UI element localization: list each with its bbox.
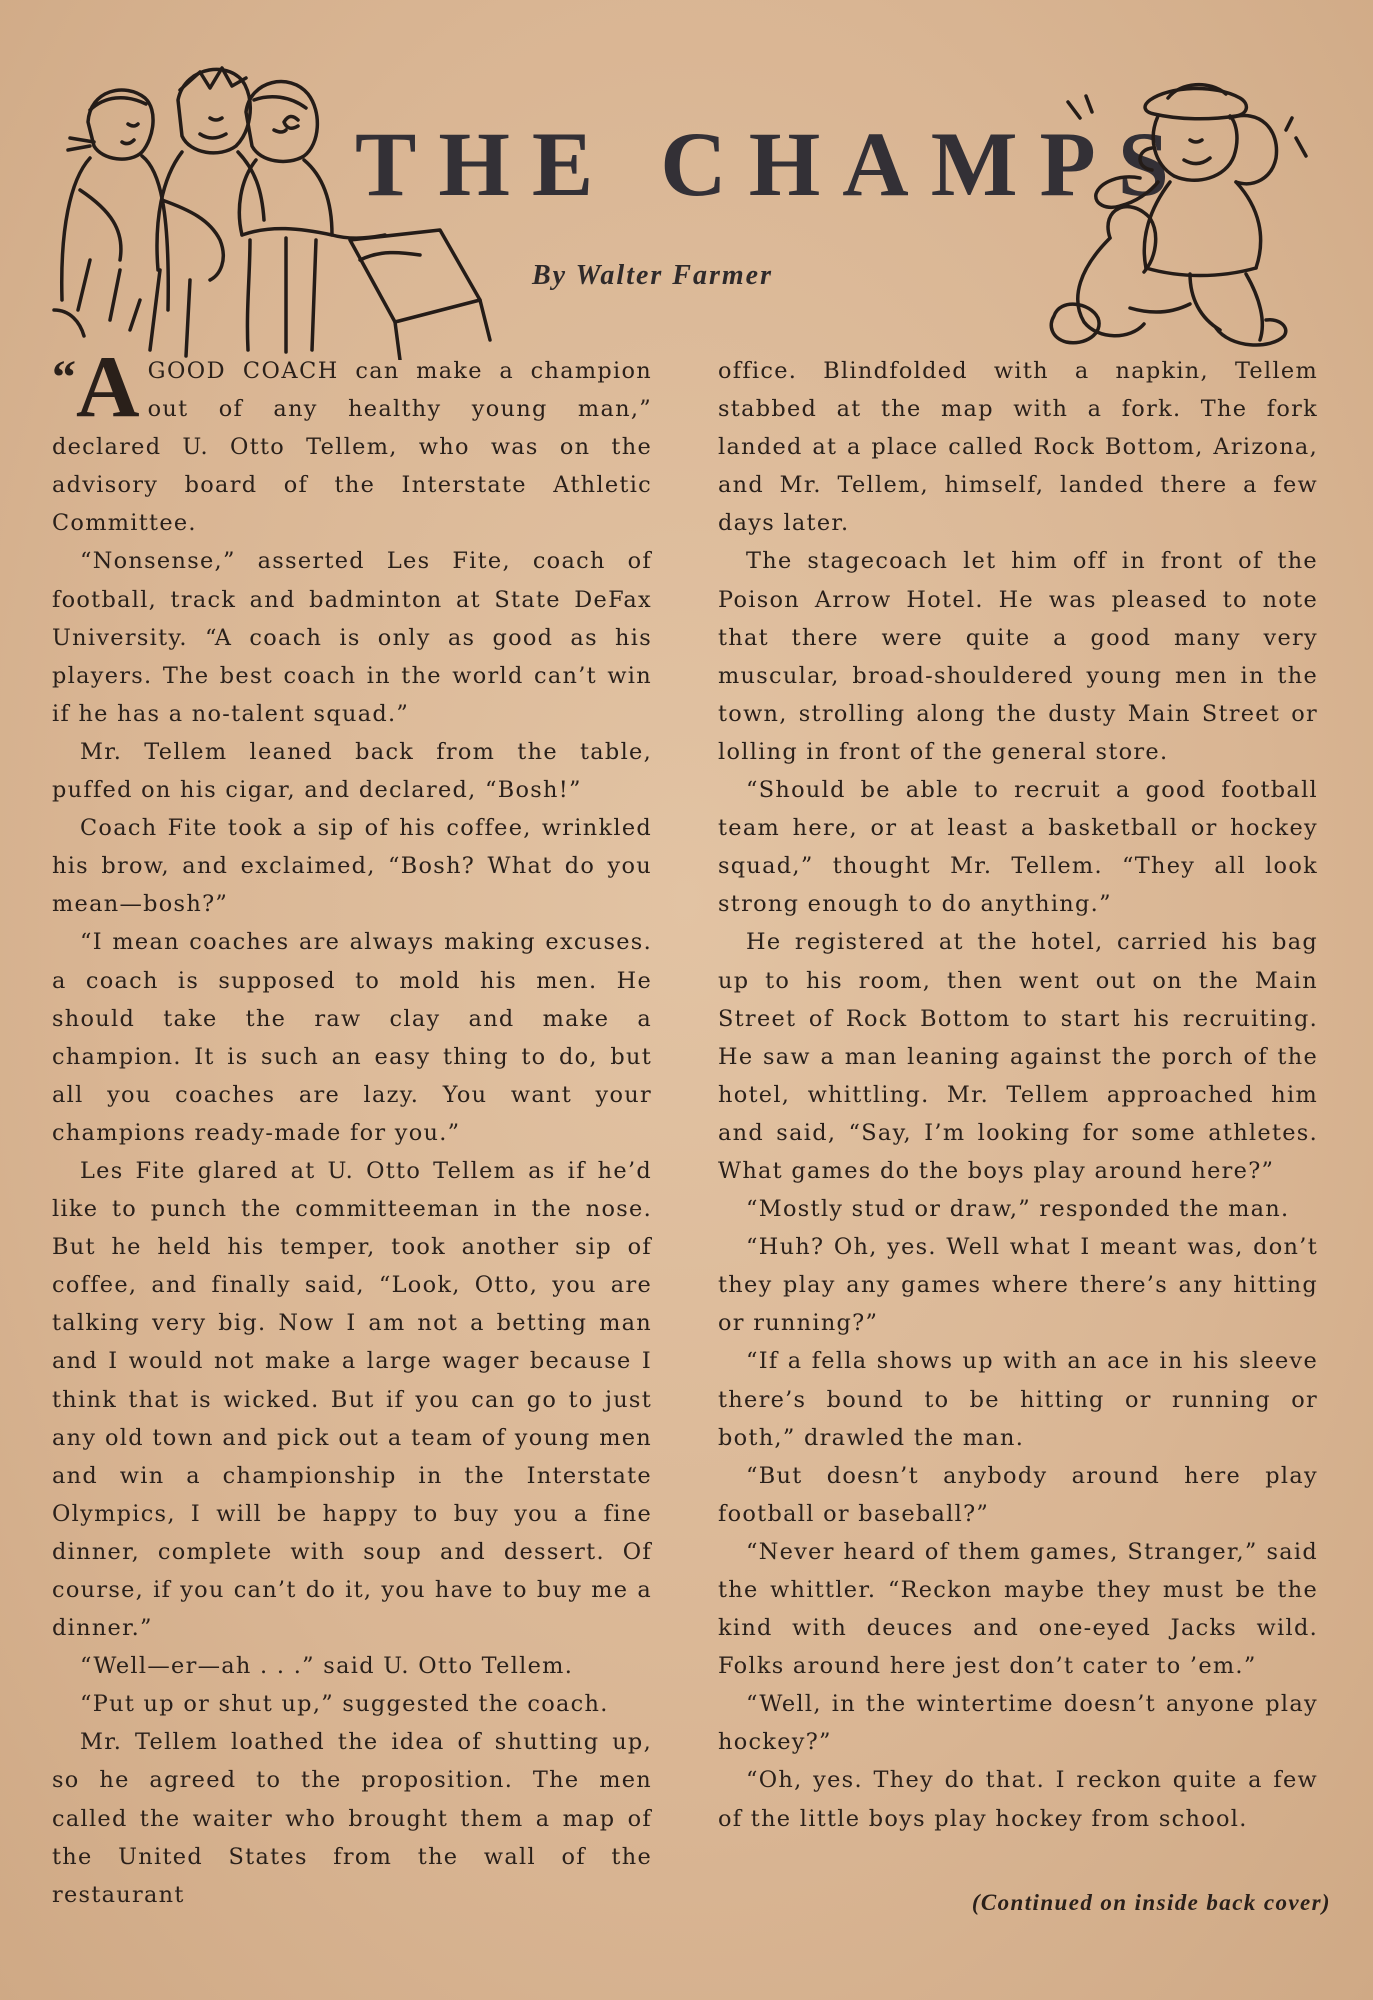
author-byline: By Walter Farmer — [532, 260, 773, 291]
paragraph: “Put up or shut up,” suggested the coach. — [80, 1691, 609, 1718]
paragraph: “Nonsense,” asserted Les Fite, coach of football, track and badminton at State DeFax University. “A coach is only as good as his players. The best coach in the world can’t win if he has a no-talent squad.” — [52, 548, 652, 727]
paragraph: Mr. Tellem loathed the idea of shutting up, so he agreed to the proposition. The men called the waiter who brought them a map of the United States from the wall of the restaurant — [52, 1729, 652, 1908]
lead-text: can make a champion out of any healthy young man,” declared U. Otto Tellem, who was on the advisory board of the Interstate Athletic Committee. — [52, 358, 652, 537]
paragraph: “Oh, yes. They do that. I reckon quite a few of the little boys play hockey from school. — [718, 1767, 1318, 1832]
continued-note: (Continued on inside back cover) — [971, 1890, 1331, 1915]
paragraph: “Mostly stud or draw,” responded the man. — [746, 1196, 1290, 1223]
lead-caps: GOOD COACH — [147, 358, 339, 384]
drop-cap: “A — [52, 339, 140, 436]
paragraph: “Should be able to recruit a good football team here, or at least a basketball or hockey squad,” thought Mr. Tellem. “They all look strong enough to do anything.” — [718, 777, 1318, 918]
lead-paragraph — [52, 339, 652, 542]
article-title: THE CHAMPS — [355, 113, 1191, 215]
paragraph: “Well, in the wintertime doesn’t anyone play hockey?” — [718, 1691, 1318, 1756]
paragraph: “I mean coaches are always making excuses. a coach is supposed to mold his men. He should take the raw clay and make a champion. It is such an easy thing to do, but all you coaches are lazy. You want your champions ready-made for you.” — [52, 929, 652, 1146]
paragraph: “Huh? Oh, yes. Well what I meant was, don’t they play any games where there’s any hitting or running?” — [718, 1234, 1318, 1337]
paragraph-continuation: office. Blindfolded with a napkin, Tellem stabbed at the map with a fork. The fork landed at a place called Rock Bottom, Arizona, and Mr. Tellem, himself, landed there a few days later. — [718, 358, 1318, 537]
paragraph: Les Fite glared at U. Otto Tellem as if he’d like to punch the committeeman in the nose. But he held his temper, took another sip of coffee, and finally said, “Look, Otto, you are talking very big. Now I am not a betting man and I would not make a large wager because I think that is wicked. But if you can go to just any old town and pick out a team of young men and win a championship in the Interstate Olympics, I will be happy to buy you a fine dinner, complete with soup and dessert. Of course, if you can’t do it, you have to buy me a dinner.” — [52, 1157, 652, 1642]
paragraph: Mr. Tellem leaned back from the table, puffed on his cigar, and declared, “Bosh!” — [52, 738, 652, 804]
paragraph: “Never heard of them games, Stranger,” said the whittler. “Reckon maybe they must be the kind with deuces and one-eyed Jacks wild. Folks around here jest don’t cater to ’em.” — [718, 1538, 1318, 1680]
article-column-left — [52, 339, 652, 1914]
paragraph: Coach Fite took a sip of his coffee, wrinkled his brow, and exclaimed, “Bosh? What do you mean—bosh?” — [52, 815, 652, 918]
cowboy-illustration — [1040, 78, 1320, 358]
paragraph: “Well—er—ah . . .” said U. Otto Tellem. — [80, 1653, 574, 1680]
paragraph: He registered at the hotel, carried his bag up to his room, then went out on the Main Street of Rock Bottom to start his recruiting. He saw a man leaning against the porch of the hotel, whittling. Mr. Tellem approached him and said, “Say, I’m looking for some athletes. What games do the boys play around here?” — [718, 929, 1318, 1184]
paragraph: The stagecoach let him off in front of the Poison Arrow Hotel. He was pleased to note that there were quite a good many very muscular, broad-shouldered young men in the town, strolling along the dusty Main Street or lolling in front of the general store. — [718, 548, 1318, 765]
paragraph: “If a fella shows up with an ace in his sleeve there’s bound to be hitting or running or both,” drawled the man. — [718, 1348, 1318, 1451]
article-column-right — [718, 352, 1318, 1838]
paragraph: “But doesn’t anybody around here play football or baseball?” — [718, 1462, 1318, 1527]
